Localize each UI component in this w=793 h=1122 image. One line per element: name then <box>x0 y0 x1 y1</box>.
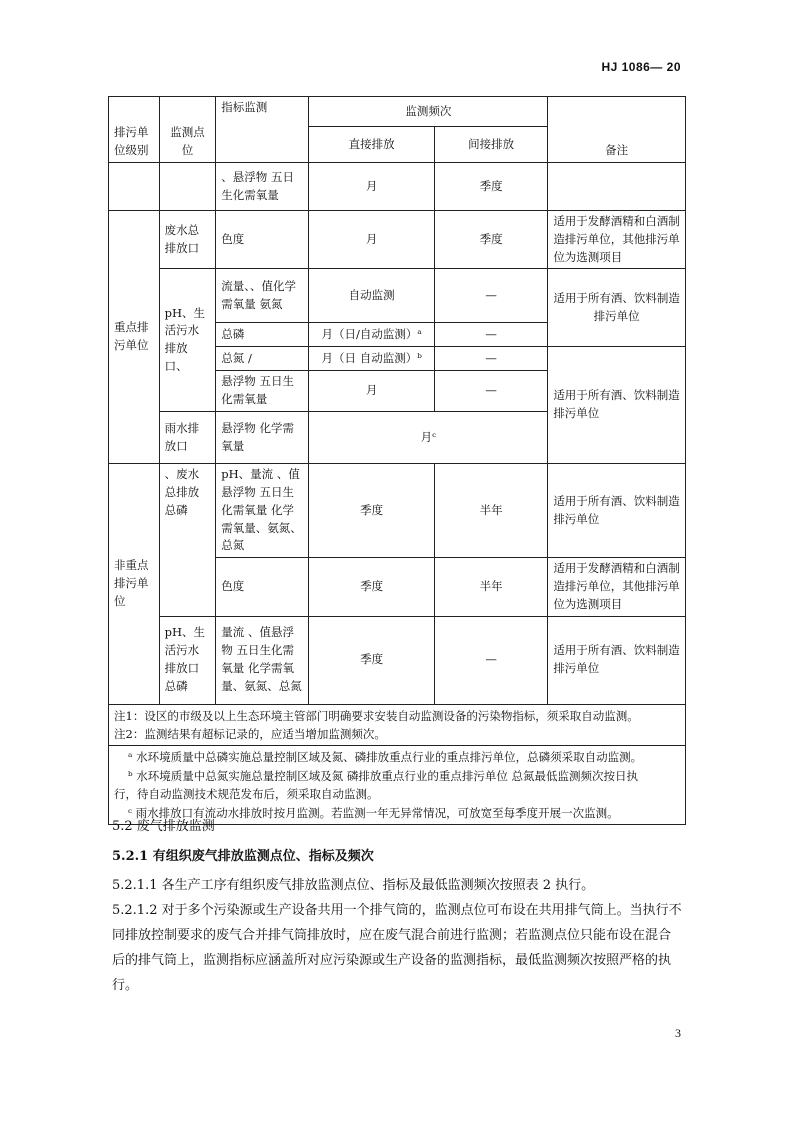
cell-color-direct: 月 <box>309 211 435 269</box>
cell-rain-indicator: 悬浮物 化学需氧量 <box>216 412 309 464</box>
empty-cell <box>109 163 160 211</box>
cell-tn: 总氮 / <box>216 347 309 371</box>
cell-color: 色度 <box>216 211 309 269</box>
footnote-b: ᵇ 水环境质量中总氮实施总量控制区域及氮 磷排放重点行业的重点排污单位 总氮最低监测频次按日执 <box>128 768 639 783</box>
cell-remark: 适用于所有酒、饮料制造排污单位 <box>548 269 686 347</box>
cell-dash: — <box>434 269 547 323</box>
empty-cell <box>159 163 216 211</box>
cell-dash: — <box>434 616 547 704</box>
cell-rain-outlet: 雨水排放口 <box>159 412 216 464</box>
cell-dash: — <box>434 323 547 347</box>
header-remark: 备注 <box>548 97 686 163</box>
cell-domestic-outlet: pH、生活污水排放口 总磷 <box>159 616 216 704</box>
paragraph: 5.2.1.2 对于多个污染源或生产设备共用一个排气筒的，监测点位可布设在共用排气筒上。当执行不同排放控制要求的废气合并排气筒排放时，应在废气混合前进行监测；若监测点位只能布设在混合后的排气筒上，监测指标应涵盖所对应污染源或生产设备的监测指标，最低监测频次按照严格的执行。 <box>112 903 682 993</box>
table-notes <box>109 704 686 746</box>
cell-rain-freq: 月ᶜ <box>309 412 548 464</box>
cell-indicator: 量流 、值悬浮物 五日生化需氧量 化学需氧量、氨氮、总氮 <box>216 616 309 704</box>
monitoring-table <box>108 96 686 825</box>
cell-half-year: 半年 <box>434 464 547 558</box>
header-point: 监测点位 <box>159 97 216 163</box>
cell-key-level: 重点排污单位 <box>109 211 160 464</box>
cell-remark: 适用于所有酒、饮料制造排污单位 <box>548 347 686 464</box>
note-1: 注1：设区的市级及以上生态环境主管部门明确要求安装自动监测设备的污染物指标，须采取自动监测。 <box>114 708 639 723</box>
cell-quarterly: 季度 <box>309 616 435 704</box>
cell-indirect: 季度 <box>434 163 547 211</box>
cell-indicator: pH、量流 、值悬浮物 五日生化需氧量 化学需氧量、氨氮、总氮 <box>216 464 309 558</box>
footnote-c: ᶜ 雨水排放口有流动水排放时按月监测。若监测一年无异常情况，可放宽至每季度开展一次监测。 <box>128 805 619 820</box>
cell-remark: 适用于所有酒、饮料制造排污单位 <box>548 464 686 558</box>
document-id: HJ 1086— 20 <box>601 60 681 74</box>
header-frequency: 监测频次 <box>309 97 548 127</box>
header-level: 排污单位级别 <box>109 97 160 163</box>
header-direct: 直接排放 <box>309 127 435 163</box>
note-2: 注2：监测结果有超标记录的，应适当增加监测频次。 <box>114 726 386 741</box>
footnote-a: ᵃ 水环境质量中总磷实施总量控制区域及氮、磷排放重点行业的重点排污单位，总磷须采取自动监测。 <box>128 750 643 765</box>
table-footnotes <box>109 746 686 825</box>
cell-tp: 总磷 <box>216 323 309 347</box>
cell-domestic-outlet: pH、生活污水排放口、 <box>159 269 216 412</box>
header-indirect: 间接排放 <box>434 127 547 163</box>
cell-tn-freq: 月（日 自动监测）ᵇ <box>309 347 435 371</box>
paragraph: 5.2.1.1 各生产工序有组织废气排放监测点位、指标及最低监测频次按照表 2 执行。 <box>112 878 595 893</box>
header-indicator: 指标监测 <box>216 97 309 163</box>
empty-cell <box>548 163 686 211</box>
cell-total-outlet: 废水总排放口 <box>159 211 216 269</box>
cell-auto: 自动监测 <box>309 269 435 323</box>
cell-direct: 月 <box>309 163 435 211</box>
cell-indicator: 悬浮物 五日生化需氧量 <box>216 371 309 412</box>
cell-half-year: 半年 <box>434 558 547 616</box>
subsection-heading: 5.2.1 有组织废气排放监测点位、指标及频次 <box>112 849 374 864</box>
cell-color-remark: 适用于发酵酒精和白酒制造排污单位，其他排污单位为选测项目 <box>548 211 686 269</box>
cell-tp-freq: 月（日/自动监测）ᵃ <box>309 323 435 347</box>
cell-remark: 适用于所有酒、饮料制造排污单位 <box>548 616 686 704</box>
cell-dash: — <box>434 347 547 371</box>
section-heading: 5.2 废气排放监测 <box>112 819 215 834</box>
cell-color-indirect: 季度 <box>434 211 547 269</box>
cell-indicator: 流量、、值化学需氧量 氨氮 <box>216 269 309 323</box>
cell-monthly: 月 <box>309 371 435 412</box>
cell-quarterly: 季度 <box>309 464 435 558</box>
footnote-b-cont: 行，待自动监测技术规范发布后，须采取自动监测。 <box>114 787 379 802</box>
cell-quarterly: 季度 <box>309 558 435 616</box>
cell-dash: — <box>434 371 547 412</box>
cell-nonkey-level: 非重点排污单位 <box>109 464 160 705</box>
cell-color-remark: 适用于发酵酒精和白酒制造排污单位，其他排污单位为选测项目 <box>548 558 686 616</box>
page-number: 3 <box>675 1026 681 1040</box>
cell-color: 色度 <box>216 558 309 616</box>
cell-indicator: 、悬浮物 五日生化需氧量 <box>216 163 309 211</box>
cell-total-outlet: 、废水总排放总磷 <box>159 464 216 617</box>
